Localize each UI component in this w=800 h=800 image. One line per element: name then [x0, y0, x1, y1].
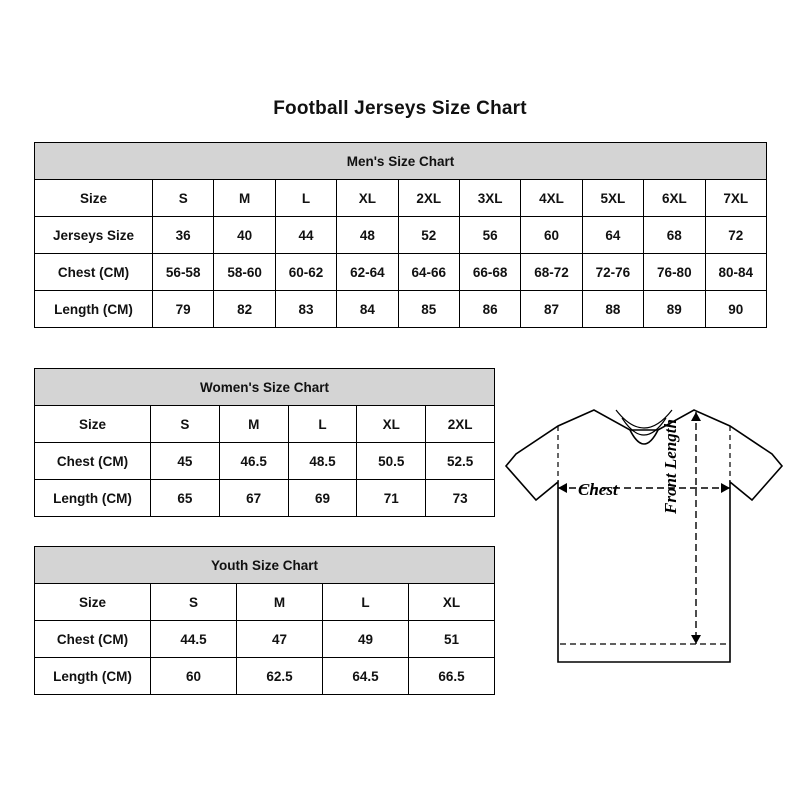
chest-arrow-right	[721, 483, 730, 493]
column-header: L	[323, 584, 409, 621]
table-cell: 47	[237, 621, 323, 658]
table-cell: 68-72	[521, 254, 582, 291]
column-header: L	[288, 406, 357, 443]
table-cell: 64-66	[398, 254, 459, 291]
table-cell: 62-64	[337, 254, 398, 291]
column-header: M	[237, 584, 323, 621]
table-cell: 52.5	[426, 443, 495, 480]
table-cell: 72	[705, 217, 766, 254]
table-cell: 66-68	[459, 254, 520, 291]
table-row	[35, 254, 767, 291]
table-header-row	[35, 584, 495, 621]
column-header: 5XL	[582, 180, 643, 217]
column-header: Size	[35, 406, 151, 443]
table-cell: 90	[705, 291, 766, 328]
table-row	[35, 291, 767, 328]
table-cell: 64	[582, 217, 643, 254]
row-label: Chest (CM)	[35, 443, 151, 480]
womens-size-table	[34, 368, 495, 517]
table-header-row	[35, 180, 767, 217]
table-cell: 60-62	[275, 254, 336, 291]
mens-section-title: Men's Size Chart	[35, 143, 767, 180]
table-section-header-row	[35, 547, 495, 584]
jersey-collar-outer-path	[622, 418, 666, 435]
table-cell: 51	[409, 621, 495, 658]
column-header: S	[151, 406, 220, 443]
table-cell: 56	[459, 217, 520, 254]
column-header: 2XL	[426, 406, 495, 443]
column-header: 2XL	[398, 180, 459, 217]
table-cell: 49	[323, 621, 409, 658]
youth-size-table	[34, 546, 495, 695]
table-section-header-row	[35, 143, 767, 180]
table-row	[35, 621, 495, 658]
table-cell: 48.5	[288, 443, 357, 480]
table-cell: 56-58	[153, 254, 214, 291]
front-length-arrow-bottom	[691, 635, 701, 644]
table-row	[35, 480, 495, 517]
table-cell: 83	[275, 291, 336, 328]
row-label: Length (CM)	[35, 480, 151, 517]
table-cell: 72-76	[582, 254, 643, 291]
table-cell: 73	[426, 480, 495, 517]
table-cell: 82	[214, 291, 275, 328]
table-section-header-row	[35, 369, 495, 406]
table-cell: 87	[521, 291, 582, 328]
jersey-outline-svg	[498, 396, 790, 686]
womens-size-chart	[34, 368, 494, 517]
column-header: Size	[35, 180, 153, 217]
table-cell: 80-84	[705, 254, 766, 291]
table-row	[35, 217, 767, 254]
jersey-diagram	[498, 396, 790, 686]
column-header: XL	[409, 584, 495, 621]
table-cell: 62.5	[237, 658, 323, 695]
column-header: XL	[357, 406, 426, 443]
table-cell: 69	[288, 480, 357, 517]
column-header: Size	[35, 584, 151, 621]
table-cell: 68	[644, 217, 705, 254]
youth-section-title: Youth Size Chart	[35, 547, 495, 584]
table-cell: 89	[644, 291, 705, 328]
table-cell: 44	[275, 217, 336, 254]
column-header: S	[151, 584, 237, 621]
column-header: 4XL	[521, 180, 582, 217]
front-length-dimension-label: Front Length	[661, 419, 680, 514]
table-cell: 36	[153, 217, 214, 254]
table-cell: 66.5	[409, 658, 495, 695]
table-cell: 71	[357, 480, 426, 517]
column-header: 3XL	[459, 180, 520, 217]
table-cell: 88	[582, 291, 643, 328]
page-title: Football Jerseys Size Chart	[273, 98, 527, 119]
table-cell: 60	[521, 217, 582, 254]
table-cell: 85	[398, 291, 459, 328]
table-cell: 64.5	[323, 658, 409, 695]
womens-section-title: Women's Size Chart	[35, 369, 495, 406]
jersey-body-path	[506, 410, 782, 662]
table-cell: 65	[151, 480, 220, 517]
table-cell: 60	[151, 658, 237, 695]
table-cell: 67	[219, 480, 288, 517]
chest-dimension-label: Chest	[578, 480, 618, 499]
table-cell: 50.5	[357, 443, 426, 480]
row-label: Length (CM)	[35, 658, 151, 695]
table-row	[35, 443, 495, 480]
mens-size-table	[34, 142, 767, 328]
row-label: Chest (CM)	[35, 621, 151, 658]
column-header: M	[219, 406, 288, 443]
row-label: Chest (CM)	[35, 254, 153, 291]
table-header-row	[35, 406, 495, 443]
row-label: Jerseys Size	[35, 217, 153, 254]
table-cell: 44.5	[151, 621, 237, 658]
table-cell: 79	[153, 291, 214, 328]
youth-size-chart	[34, 546, 494, 695]
table-cell: 76-80	[644, 254, 705, 291]
mens-size-chart	[34, 142, 766, 328]
table-cell: 58-60	[214, 254, 275, 291]
column-header: L	[275, 180, 336, 217]
table-cell: 48	[337, 217, 398, 254]
column-header: XL	[337, 180, 398, 217]
column-header: 6XL	[644, 180, 705, 217]
table-cell: 86	[459, 291, 520, 328]
front-length-arrow-top	[691, 412, 701, 421]
table-row	[35, 658, 495, 695]
column-header: S	[153, 180, 214, 217]
table-cell: 84	[337, 291, 398, 328]
table-cell: 52	[398, 217, 459, 254]
column-header: M	[214, 180, 275, 217]
table-cell: 46.5	[219, 443, 288, 480]
column-header: 7XL	[705, 180, 766, 217]
chest-arrow-left	[558, 483, 567, 493]
table-cell: 45	[151, 443, 220, 480]
row-label: Length (CM)	[35, 291, 153, 328]
table-cell: 40	[214, 217, 275, 254]
